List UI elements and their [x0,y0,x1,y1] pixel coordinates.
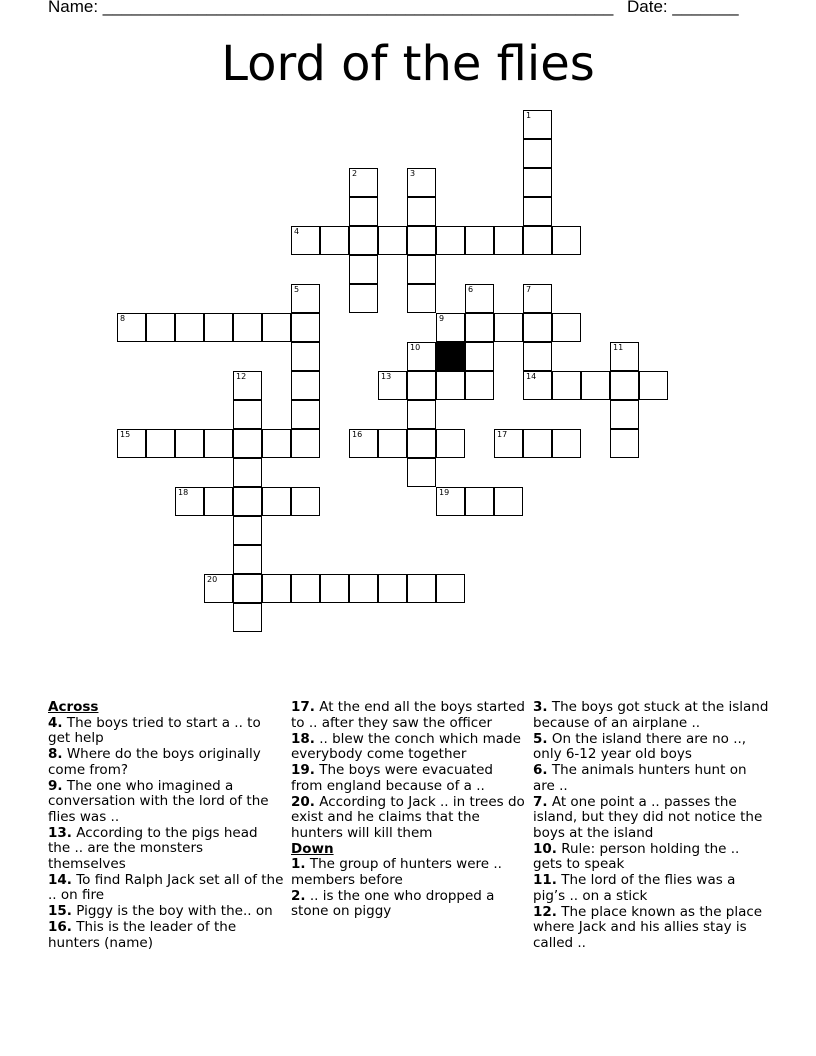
clue [533,763,769,794]
clue [533,732,769,763]
clue [48,826,284,873]
grid-cell[interactable] [291,400,320,429]
grid-cell[interactable] [407,458,436,487]
clue-number: 6 [468,285,474,294]
grid-cell[interactable] [523,371,552,400]
clue-number: 8 [120,314,126,323]
clue-text: The boys were evacuated from england because of a .. [291,762,493,794]
clue-number: 7 [526,285,532,294]
clue-column-2 [291,700,527,920]
grid-cell[interactable] [291,226,320,255]
clue [48,747,284,778]
clue-column-1 [48,700,284,952]
grid-cell[interactable] [465,313,494,342]
clue-text: Rule: person holding the .. gets to speak [533,840,740,872]
grid-cell[interactable] [436,371,465,400]
grid-cell[interactable] [204,313,233,342]
clue-number-label: 19. [291,762,315,778]
grid-cell[interactable] [523,342,552,371]
grid-cell[interactable] [349,284,378,313]
clue-number-label: 17. [291,699,315,715]
clue-number-label: 4. [48,714,63,731]
clue-number: 17 [497,430,508,439]
clue-number-label: 8. [48,746,63,762]
grid-cell[interactable] [262,487,291,516]
grid-cell[interactable] [349,255,378,284]
grid-cell[interactable] [494,313,523,342]
grid-cell[interactable] [407,255,436,284]
clue-text: Piggy is the boy with the.. on [76,903,273,919]
date-field[interactable]: Date: _______ [627,0,739,16]
grid-cell[interactable] [407,371,436,400]
clue [533,873,769,904]
grid-cell[interactable] [407,226,436,255]
clue-number: 3 [410,169,416,178]
grid-cell[interactable] [349,574,378,603]
grid-cell[interactable] [465,371,494,400]
grid-cell[interactable] [204,487,233,516]
grid-cell[interactable] [523,284,552,313]
grid-cell[interactable] [233,458,262,487]
grid-cell[interactable] [610,371,639,400]
grid-cell[interactable] [204,429,233,458]
grid-cell[interactable] [320,574,349,603]
clue-text: According to the pigs head the .. are the monsters themselves [48,824,258,872]
clue [291,732,527,763]
grid-cell[interactable] [233,371,262,400]
clue-text: The boys got stuck at the island because of an airplane .. [533,699,769,731]
clue-number: 19 [439,488,450,497]
clue [291,700,527,731]
clue-number: 16 [352,430,363,439]
grid-cell[interactable] [349,197,378,226]
grid-cell[interactable] [523,197,552,226]
grid-cell[interactable] [233,574,262,603]
grid-cell[interactable] [291,371,320,400]
clue-text: According to Jack .. in trees do exist and he claims that the hunters will kill them [291,793,525,841]
grid-cell[interactable] [552,226,581,255]
grid-cell[interactable] [233,545,262,574]
page-title: Lord of the flies [221,36,595,92]
clue-number: 12 [236,372,247,381]
grid-cell[interactable] [407,168,436,197]
grid-cell[interactable] [639,371,668,400]
grid-cell[interactable] [523,313,552,342]
grid-cell[interactable] [523,110,552,139]
clue-number-label: 7. [533,793,548,810]
grid-cell[interactable] [146,429,175,458]
grid-cell[interactable] [291,487,320,516]
grid-cell[interactable] [349,429,378,458]
clue-text: To find Ralph Jack set all of the .. on fire [48,871,284,903]
grid-cell[interactable] [262,429,291,458]
clue-text: The animals hunters hunt on are .. [533,762,747,794]
grid-cell[interactable] [175,429,204,458]
grid-cell[interactable] [233,313,262,342]
grid-cell[interactable] [436,429,465,458]
grid-cell[interactable] [407,429,436,458]
clue-text: The lord of the flies was a pig’s .. on a stick [533,872,736,904]
clue-number-label: 9. [48,777,63,794]
grid-cell[interactable] [204,574,233,603]
grid-cell[interactable] [291,284,320,313]
grid-cell[interactable] [233,516,262,545]
grid-cell[interactable] [494,226,523,255]
clue-text: The one who imagined a conversation with the lord of the flies was .. [48,777,269,825]
grid-cell[interactable] [610,429,639,458]
grid-cell[interactable] [378,574,407,603]
clue [48,904,284,920]
grid-cell[interactable] [378,429,407,458]
grid-cell[interactable] [291,342,320,371]
grid-cell[interactable] [436,574,465,603]
grid-cell[interactable] [581,371,610,400]
grid-cell[interactable] [233,487,262,516]
grid-cell[interactable] [117,313,146,342]
grid-cell[interactable] [291,313,320,342]
clue-number-label: 18. [291,730,315,747]
grid-cell[interactable] [262,313,291,342]
clue-number-label: 5. [533,730,548,747]
clue-number-label: 13. [48,824,72,841]
grid-cell[interactable] [465,342,494,371]
grid-cell[interactable] [378,226,407,255]
clue-number-label: 15. [48,903,72,919]
clue-number-label: 11. [533,872,557,888]
grid-cell[interactable] [233,429,262,458]
clue-number: 11 [613,343,624,352]
grid-cell[interactable] [436,226,465,255]
clue-text: At the end all the boys started to .. after they saw the officer [291,699,525,731]
clue [533,795,769,842]
grid-cell[interactable] [494,429,523,458]
clue-number-label: 20. [291,793,315,810]
grid-cell[interactable] [552,313,581,342]
section-heading-down: Down [291,840,334,857]
clue-number-label: 10. [533,840,557,857]
clue-number: 4 [294,227,300,236]
clue-number-label: 12. [533,903,557,920]
clue [48,873,284,904]
grid-cell[interactable] [407,342,436,371]
clue-number: 5 [294,285,300,294]
clue-number: 15 [120,430,131,439]
grid-cell[interactable] [523,139,552,168]
clue-number-label: 6. [533,762,548,778]
clue [533,905,769,952]
clue-number: 10 [410,343,421,352]
clue-text: At one point a .. passes the island, but they did not notice the boys at the island [533,793,763,841]
grid-cell[interactable] [523,429,552,458]
clue-column-3 [533,700,769,952]
clue-text: The boys tried to start a .. to get help [48,714,261,746]
grid-cell[interactable] [610,342,639,371]
clue-number: 14 [526,372,537,381]
clue-number-label: 3. [533,699,548,715]
clue-number: 18 [178,488,189,497]
clue-text: This is the leader of the hunters (name) [48,919,237,951]
grid-cell[interactable] [233,400,262,429]
grid-cell[interactable] [349,226,378,255]
grid-cell[interactable] [175,487,204,516]
section-heading-across: Across [48,699,99,715]
grid-cell[interactable] [320,226,349,255]
clue-number-label: 2. [291,887,306,904]
clue-number: 9 [439,314,445,323]
clue-number: 2 [352,169,358,178]
grid-cell[interactable] [175,313,204,342]
grid-cell[interactable] [233,603,262,632]
clue [48,716,284,747]
blocked-cell [436,342,465,371]
grid-cell[interactable] [436,487,465,516]
grid-cell[interactable] [523,168,552,197]
clue [291,857,527,888]
grid-cell[interactable] [610,400,639,429]
clue [48,779,284,826]
clue [291,889,527,920]
clue [533,700,769,731]
grid-cell[interactable] [407,197,436,226]
clue-number: 20 [207,575,218,584]
grid-cell[interactable] [494,487,523,516]
grid-cell[interactable] [465,226,494,255]
clue-number: 1 [526,111,532,120]
grid-cell[interactable] [291,574,320,603]
grid-cell[interactable] [407,400,436,429]
clue-number-label: 1. [291,856,306,872]
grid-cell[interactable] [436,313,465,342]
grid-cell[interactable] [552,429,581,458]
clue-number: 13 [381,372,392,381]
grid-cell[interactable] [523,226,552,255]
clue [291,763,527,794]
clue-text: Where do the boys originally come from? [48,746,261,778]
clue-text: The group of hunters were .. members before [291,856,502,888]
grid-cell[interactable] [465,284,494,313]
grid-cell[interactable] [465,487,494,516]
clue-text: .. is the one who dropped a stone on piggy [291,887,495,919]
clue [48,920,284,951]
grid-cell[interactable] [407,284,436,313]
clue-text: The place known as the place where Jack and his allies stay is called .. [533,903,763,951]
grid-cell[interactable] [262,574,291,603]
grid-cell[interactable] [407,574,436,603]
grid-cell[interactable] [117,429,146,458]
grid-cell[interactable] [552,371,581,400]
grid-cell[interactable] [378,371,407,400]
clue [291,795,527,842]
clue [533,842,769,873]
grid-cell[interactable] [146,313,175,342]
clue-number-label: 14. [48,871,72,888]
clue-text: .. blew the conch which made everybody come together [291,730,521,762]
name-field[interactable]: Name: ______________________________________________________ [48,0,614,16]
grid-cell[interactable] [291,429,320,458]
grid-cell[interactable] [349,168,378,197]
clue-text: On the island there are no .., only 6-12 year old boys [533,730,747,762]
clue-number-label: 16. [48,919,72,935]
